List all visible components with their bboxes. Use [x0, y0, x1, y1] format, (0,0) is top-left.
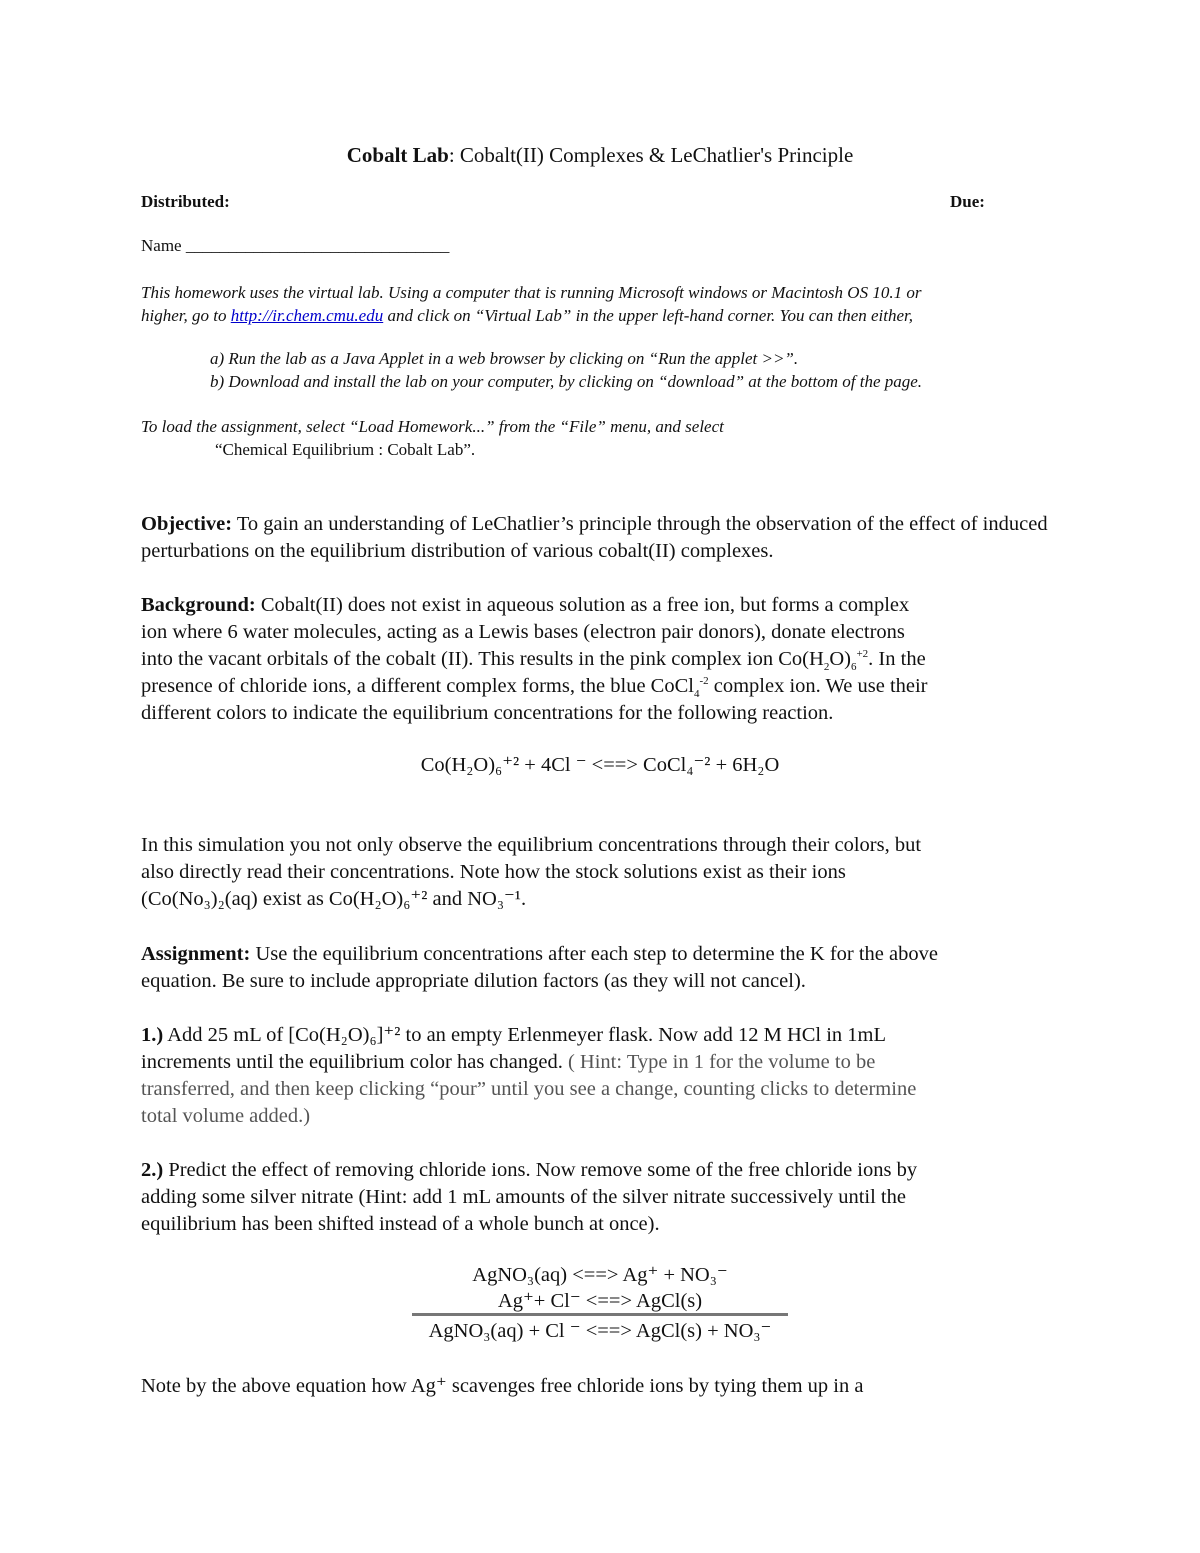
page-title — [0, 143, 1200, 168]
name-line — [141, 236, 449, 256]
step-2-label: 2.) — [141, 1159, 164, 1181]
intro-line-2-pre: higher, go to — [141, 306, 231, 325]
background-line-1: Cobalt(II) does not exist in aqueous solution as a free ion, but forms a complex — [255, 594, 910, 616]
objective-paragraph — [141, 511, 1071, 565]
bg-l4-end: complex ion. We use their — [708, 675, 928, 697]
load-line-1: To load the assignment, select “Load Homework...” from the “File” menu, and select — [141, 417, 724, 436]
assignment-paragraph — [141, 941, 1071, 995]
background-line-2: ion where 6 water molecules, acting as a Lewis bases (electron pair donors), donate electrons — [141, 621, 905, 643]
background-paragraph — [141, 592, 1071, 727]
distributed-label: Distributed: — [141, 192, 230, 211]
background-label: Background: — [141, 594, 256, 616]
step-1-line-4: total volume added.) — [141, 1105, 311, 1127]
title-rest: : Cobalt(II) Complexes & LeChatlier's Principle — [448, 143, 854, 167]
intro-line-2 — [141, 306, 913, 326]
step-1-line-1: Add 25 mL of [Co(H₂O)₆]⁺² to an empty Erlenmeyer flask. Now add 12 M HCl in 1mL — [163, 1024, 887, 1046]
step-2-line-2: adding some silver nitrate (Hint: add 1 mL amounts of the silver nitrate successively until the — [141, 1186, 906, 1208]
step-1-line-3: transferred, and then keep clicking “pour” until you see a change, counting clicks to determine — [141, 1078, 917, 1100]
simulation-line-2: also directly read their concentrations. Note how the stock solutions exist as their ions — [141, 861, 846, 883]
bg-l3-sup: +2 — [856, 648, 869, 661]
intro-line-1: This homework uses the virtual lab. Using a computer that is running Microsoft windows or Macintosh OS 10.1 or — [141, 283, 922, 302]
step-1-paragraph — [141, 1022, 1071, 1130]
name-label: Name — [141, 236, 182, 255]
bg-l4-text: presence of chloride ions, a different complex forms, the blue CoCl — [141, 675, 694, 697]
lab-url-link[interactable]: http://ir.chem.cmu.edu — [230, 306, 384, 325]
name-blank: _______________________________ — [185, 236, 450, 255]
bg-l3-text2: O) — [829, 648, 851, 670]
background-line-5: different colors to indicate the equilibrium concentrations for the following reaction. — [141, 702, 834, 724]
load-line-2: “Chemical Equilibrium : Cobalt Lab”. — [215, 440, 476, 459]
step-2-line-3: equilibrium has been shifted instead of a whole bunch at once). — [141, 1213, 660, 1235]
option-b: b) Download and install the lab on your computer, by clicking on “download” at the bottom of the page. — [210, 372, 923, 391]
bg-l3-text: into the vacant orbitals of the cobalt (II). This results in the pink complex ion Co(H — [141, 648, 824, 670]
due-label: Due: — [950, 192, 985, 211]
reaction-net: AgNO₃(aq) + Cl ⁻ <==> AgCl(s) + NO₃⁻ — [428, 1320, 772, 1342]
bg-l4-sub: 4 — [693, 688, 700, 701]
background-line-3 — [141, 646, 1071, 673]
step-1-line-2: increments until the equilibrium color has changed. — [141, 1051, 568, 1073]
simulation-line-3: (Co(No₃)₂(aq) exist as Co(H₂O)₆⁺² and NO₃⁻¹. — [141, 888, 527, 910]
objective-text: To gain an understanding of LeChatlier’s principle through the observation of the effect of induced perturbations on the equilibrium distribution of various cobalt(II) complexes. — [141, 513, 1048, 562]
reaction-sum-rule — [412, 1313, 788, 1316]
reaction-1: AgNO₃(aq) <==> Ag⁺ + NO₃⁻ — [472, 1264, 728, 1286]
option-a: a) Run the lab as a Java Applet in a web browser by clicking on “Run the applet >>”. — [210, 349, 799, 368]
step-1-label: 1.) — [141, 1024, 164, 1046]
background-line-4 — [141, 673, 1071, 700]
equilibrium-equation: Co(H₂O)₆⁺² + 4Cl ⁻ <==> CoCl₄⁻² + 6H₂O — [420, 754, 780, 776]
bg-l4-sup: -2 — [699, 675, 709, 688]
bg-l3-sub2: 6 — [850, 661, 857, 674]
reaction-2: Ag⁺+ Cl⁻ <==> AgCl(s) — [497, 1290, 703, 1312]
bg-l3-sub1: 2 — [823, 661, 830, 674]
step-1-hint: ( Hint: Type in 1 for the volume to be — [567, 1051, 876, 1073]
step-2-paragraph — [141, 1157, 1071, 1238]
assignment-line-1: Use the equilibrium concentrations after each step to determine the K for the above — [250, 943, 938, 965]
step-2-line-1: Predict the effect of removing chloride ions. Now remove some of the free chloride ions by — [163, 1159, 918, 1181]
intro-line-2-post: and click on “Virtual Lab” in the upper left-hand corner. You can then either, — [383, 306, 914, 325]
title-bold: Cobalt Lab — [346, 143, 449, 167]
objective-label: Objective: — [141, 513, 233, 535]
assignment-line-2: equation. Be sure to include appropriate dilution factors (as they will not cancel). — [141, 970, 806, 992]
assignment-label: Assignment: — [141, 943, 251, 965]
note-paragraph: Note by the above equation how Ag⁺ scavenges free chloride ions by tying them up in a — [141, 1375, 864, 1397]
bg-l3-end: . In the — [868, 648, 926, 670]
simulation-paragraph — [141, 832, 1071, 913]
simulation-line-1: In this simulation you not only observe the equilibrium concentrations through their colors, but — [141, 834, 922, 856]
